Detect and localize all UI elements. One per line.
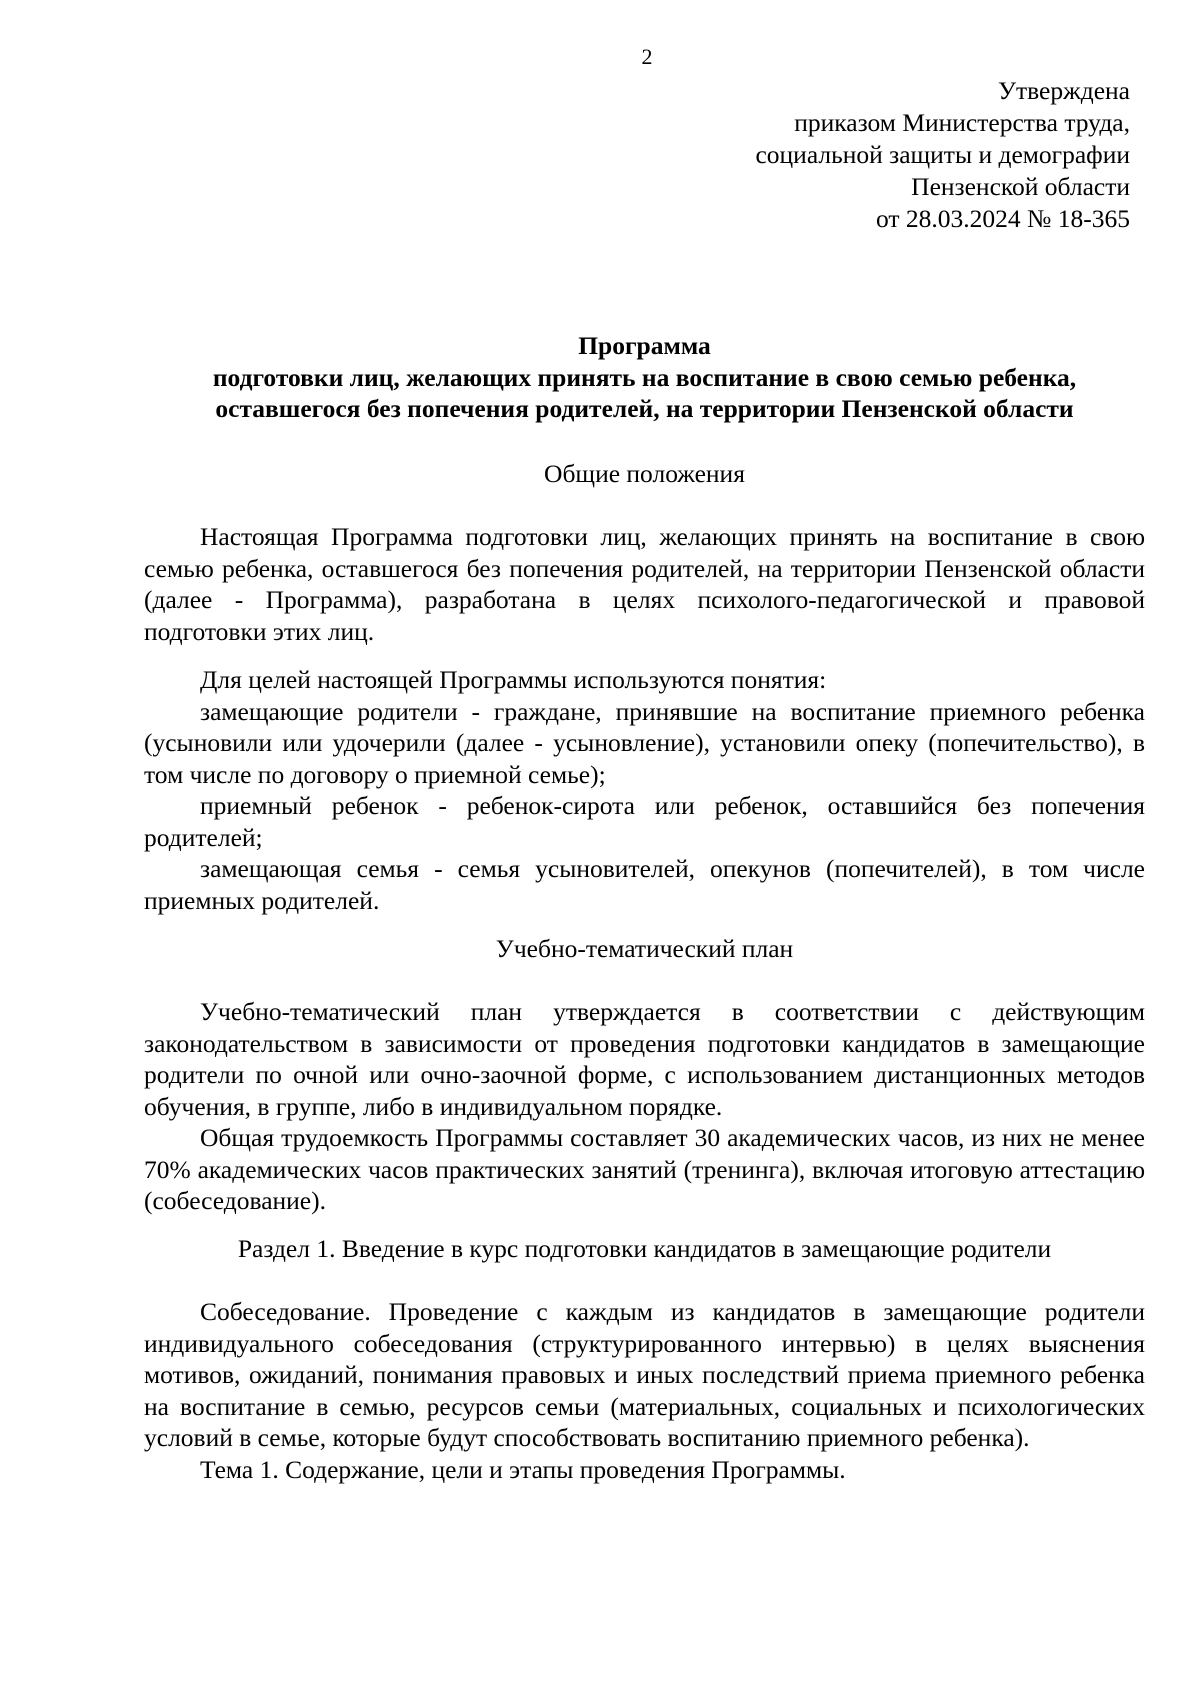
paragraph: Настоящая Программа подготовки лиц, желающих принять на воспитание в свою семью ребенка, оставшегося без попечения родителей, на территории Пензенской области (далее - Программа), разработана в целях психолого-педагогической и правовой подготовки этих лиц. — [144, 522, 1145, 646]
approval-line: социальной защиты и демографии — [755, 140, 1130, 169]
page-number: 2 — [641, 44, 653, 69]
title-line: подготовки лиц, желающих принять на воспитание в свою семью ребенка, — [212, 362, 1077, 392]
approval-line: Пензенской области — [911, 172, 1130, 201]
section-heading-general: Общие положения — [544, 459, 745, 488]
paragraph: замещающие родители - граждане, принявшие на воспитание приемного ребенка (усыновили или удочерили (далее - усыновление), установили опеку (попечительство), в том числе по договору о приемной семье); — [144, 696, 1145, 789]
title-line: Программа — [578, 331, 711, 360]
paragraph: Собеседование. Проведение с каждым из кандидатов в замещающие родители индивидуального собеседования (структурированного интервью) в целях выяснения мотивов, ожиданий, понимания правовых и иных последствий приема приемного ребенка на воспитание в семью, ресурсов семьи (материальных, социальных и психологических условий в семье, которые будут способствовать воспитанию приемного ребенка). — [144, 1297, 1145, 1452]
paragraph: Учебно-тематический план утверждается в соответствии с действующим законодательством в зависимости от проведения подготовки кандидатов в замещающие родители по очной или очно-заочной форме, с использованием дистанционных методов обучения, в группе, либо в индивидуальном порядке. — [144, 997, 1145, 1121]
general-provisions-text — [144, 521, 1145, 647]
section-heading-section1: Раздел 1. Введение в курс подготовки кандидатов в замещающие родители — [237, 1234, 1052, 1263]
paragraph: замещающая семья - семья усыновителей, опекунов (попечителей), в том числе приемных родителей. — [144, 854, 1145, 915]
paragraph: приемный ребенок - ребенок-сирота или ребенок, оставшийся без попечения родителей; — [144, 791, 1145, 852]
paragraph: Общая трудоемкость Программы составляет 30 академических часов, из них не менее 70% академических часов практических занятий (тренинга), включая итоговую аттестацию (собеседование). — [144, 1123, 1145, 1215]
title-line: оставшегося без попечения родителей, на территории Пензенской области — [215, 394, 1074, 423]
approval-stamp-block — [570, 75, 1130, 235]
approval-line: приказом Министерства труда, — [794, 108, 1130, 137]
approval-line: Утверждена — [997, 76, 1130, 105]
definitions-text — [144, 664, 1145, 916]
plan-text — [144, 996, 1145, 1217]
paragraph: Тема 1. Содержание, цели и этапы проведения Программы. — [200, 1454, 846, 1484]
section-heading-plan: Учебно-тематический план — [495, 934, 794, 963]
approval-line: от 28.03.2024 № 18-365 — [875, 204, 1130, 233]
paragraph: Для целей настоящей Программы используются понятия: — [200, 665, 827, 694]
document-title — [144, 330, 1145, 425]
section1-text — [144, 1296, 1145, 1485]
